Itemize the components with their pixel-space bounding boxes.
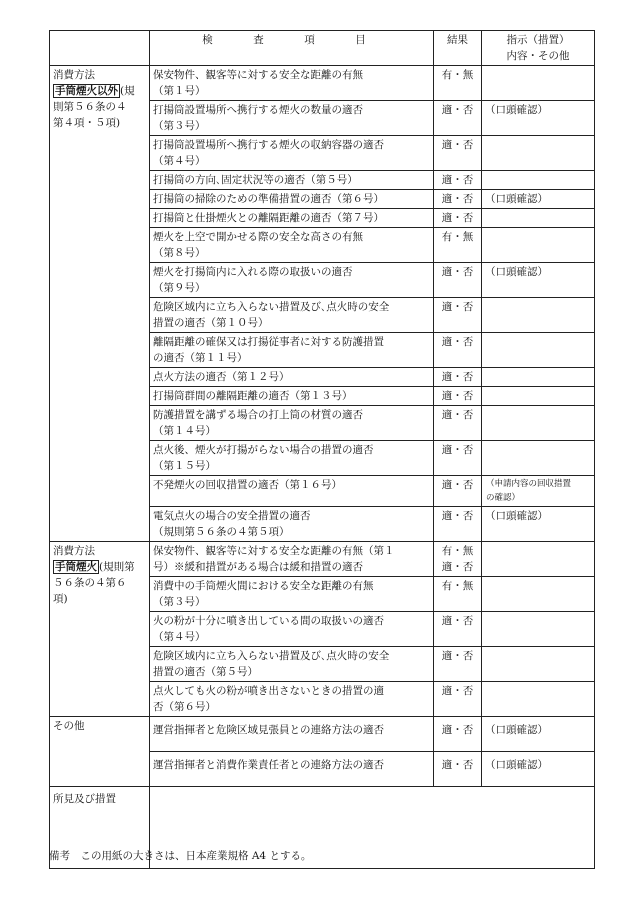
- category-line2-rest: (規則第: [99, 561, 135, 573]
- inspection-form-table: [49, 30, 595, 869]
- result-cell: [434, 647, 482, 682]
- result-cell: [434, 682, 482, 717]
- result-choice[interactable]: 適・否: [441, 174, 474, 186]
- instruction-cell[interactable]: [482, 717, 595, 752]
- instruction-cell[interactable]: [482, 406, 595, 441]
- result-choice[interactable]: 適・否: [441, 212, 474, 224]
- inspection-item: [150, 476, 434, 507]
- item-text-cont: （第３号）: [153, 120, 206, 132]
- result-choice[interactable]: 適・否: [441, 193, 474, 205]
- remark-note: 備考 この用紙の大きさは、日本産業規格 A4 とする。: [49, 850, 312, 862]
- result-choice[interactable]: 適・否: [441, 510, 474, 522]
- instruction-note: （申請内容の回収措置: [486, 479, 572, 489]
- instruction-cell[interactable]: [482, 298, 595, 333]
- instruction-cell[interactable]: [482, 209, 595, 228]
- result-choice[interactable]: 適・否: [441, 479, 474, 491]
- item-text-cont: （第１４号）: [153, 425, 216, 437]
- instruction-cell[interactable]: [482, 368, 595, 387]
- header-category-cell: [50, 31, 150, 66]
- item-text: 打揚筒設置場所へ携行する煙火の数量の適否: [153, 104, 363, 116]
- instruction-cell[interactable]: [482, 136, 595, 171]
- instruction-note: （口頭確認）: [485, 510, 548, 522]
- header-instruction-line1: 指示（措置）: [506, 34, 570, 46]
- result-cell: [434, 507, 482, 542]
- table-row: [50, 542, 595, 577]
- result-cell: [434, 612, 482, 647]
- instruction-cell[interactable]: [482, 190, 595, 209]
- inspection-item: [150, 441, 434, 476]
- instruction-note: （口頭確認）: [485, 104, 548, 116]
- item-text: 危険区域内に立ち入らない措置及び､点火時の安全: [153, 301, 390, 313]
- item-text: 点火後、煙火が打揚がらない場合の措置の適否: [153, 444, 374, 456]
- inspection-item: [150, 542, 434, 577]
- result-cell: [434, 542, 482, 577]
- header-row: [50, 31, 595, 66]
- result-choice[interactable]: 適・否: [441, 724, 474, 736]
- inspection-item: [150, 136, 434, 171]
- result-cell: [434, 298, 482, 333]
- category-line1: 消費方法: [53, 545, 95, 557]
- inspection-item: [150, 228, 434, 263]
- item-text-cont: （第４号）: [153, 155, 206, 167]
- category-cell: [50, 66, 150, 542]
- result-cell: [434, 441, 482, 476]
- result-choice[interactable]: 適・否: [441, 336, 474, 348]
- instruction-cell[interactable]: [482, 228, 595, 263]
- findings-label: 所見及び措置: [50, 787, 150, 869]
- result-choice[interactable]: 有・無: [441, 231, 474, 243]
- result-choice[interactable]: 適・否: [441, 615, 474, 627]
- table-row: [50, 66, 595, 101]
- inspection-item: [150, 171, 434, 190]
- inspection-item: [150, 682, 434, 717]
- result-cell: [434, 263, 482, 298]
- inspection-item: [150, 209, 434, 228]
- inspection-item: [150, 647, 434, 682]
- inspection-item: [150, 333, 434, 368]
- item-text-cont: （規則第５６条の４第５項）: [153, 526, 290, 538]
- result-cell: [434, 66, 482, 101]
- result-choice[interactable]: 有・無: [441, 580, 474, 592]
- result-cell: [434, 190, 482, 209]
- result-cell: [434, 476, 482, 507]
- result-choice-2[interactable]: 適・否: [441, 561, 474, 573]
- instruction-cell[interactable]: [482, 542, 595, 577]
- item-text: 打揚筒の方向､固定状況等の適否（第５号）: [153, 174, 358, 186]
- item-text: 打揚筒群間の離隔距離の適否（第１３号）: [153, 390, 353, 402]
- inspection-item: [150, 190, 434, 209]
- inspection-item: [150, 577, 434, 612]
- result-cell: [434, 406, 482, 441]
- item-text: 離隔距離の確保又は打揚従事者に対する防護措置: [153, 336, 384, 348]
- header-instruction: [482, 31, 595, 66]
- result-choice[interactable]: 適・否: [441, 266, 474, 278]
- instruction-cell[interactable]: [482, 647, 595, 682]
- item-text-cont: 否（第６号）: [153, 701, 216, 713]
- instruction-cell[interactable]: [482, 577, 595, 612]
- inspection-item: [150, 507, 434, 542]
- instruction-note: （口頭確認）: [485, 266, 548, 278]
- instruction-cell[interactable]: [482, 66, 595, 101]
- item-text-cont: （第４号）: [153, 631, 206, 643]
- item-text-cont: （第３号）: [153, 596, 206, 608]
- item-text-cont: （第８号）: [153, 247, 206, 259]
- instruction-note: （口頭確認）: [485, 193, 548, 205]
- inspection-item: [150, 752, 434, 787]
- result-cell: [434, 209, 482, 228]
- table-row: [50, 717, 595, 752]
- inspection-item: [150, 717, 434, 752]
- instruction-cell[interactable]: [482, 333, 595, 368]
- instruction-note: （口頭確認）: [485, 759, 548, 771]
- instruction-cell[interactable]: [482, 612, 595, 647]
- item-text-cont: （第１５号）: [153, 460, 216, 472]
- item-text: 煙火を打揚筒内に入れる際の取扱いの適否: [153, 266, 353, 278]
- instruction-cell[interactable]: [482, 171, 595, 190]
- header-result: 結果: [434, 31, 482, 66]
- item-text: 危険区域内に立ち入らない措置及び､点火時の安全: [153, 650, 390, 662]
- item-text: 消費中の手筒煙火間における安全な距離の有無: [153, 580, 374, 592]
- inspection-item: [150, 298, 434, 333]
- item-text-cont: 号）※緩和措置がある場合は緩和措置の適否: [153, 561, 363, 573]
- instruction-cell[interactable]: [482, 387, 595, 406]
- category-cell: [50, 542, 150, 717]
- result-cell: [434, 752, 482, 787]
- result-choice[interactable]: 適・否: [441, 409, 474, 421]
- item-text: 電気点火の場合の安全措置の適否: [153, 510, 311, 522]
- instruction-cell[interactable]: [482, 507, 595, 542]
- inspection-item: [150, 387, 434, 406]
- form-body: [50, 66, 595, 869]
- result-choice[interactable]: 適・否: [441, 390, 474, 402]
- category-boxed-label: 手筒煙火以外: [55, 85, 118, 97]
- result-choice[interactable]: 適・否: [441, 759, 474, 771]
- category-line3: ５６条の４第６: [53, 577, 127, 589]
- result-choice[interactable]: 適・否: [441, 301, 474, 313]
- instruction-cell[interactable]: [482, 476, 595, 507]
- result-choice[interactable]: 有・無: [441, 545, 474, 557]
- item-text: 運営指揮者と消費作業責任者との連絡方法の適否: [153, 759, 384, 771]
- header-instruction-line2: 内容・その他: [506, 50, 570, 62]
- instruction-cell[interactable]: [482, 441, 595, 476]
- inspection-item: [150, 101, 434, 136]
- result-cell: [434, 368, 482, 387]
- result-choice[interactable]: 有・無: [441, 69, 474, 81]
- result-cell: [434, 717, 482, 752]
- result-cell: [434, 333, 482, 368]
- item-text: 打揚筒設置場所へ携行する煙火の収納容器の適否: [153, 139, 384, 151]
- category-boxed-label: 手筒煙火: [55, 561, 97, 573]
- category-line3: 則第５６条の４: [53, 101, 127, 113]
- item-text-cont: （第９号）: [153, 282, 206, 294]
- category-cell-other: その他: [50, 717, 150, 787]
- result-cell: [434, 577, 482, 612]
- item-text: 打揚筒の掃除のための準備措置の適否（第６号）: [153, 193, 384, 205]
- result-choice[interactable]: 適・否: [441, 104, 474, 116]
- category-line4: 第４項・５項): [53, 117, 121, 129]
- instruction-cell[interactable]: [482, 101, 595, 136]
- instruction-cell[interactable]: [482, 752, 595, 787]
- inspection-item: [150, 263, 434, 298]
- item-text-cont: 措置の適否（第１０号）: [153, 317, 269, 329]
- item-text: 火の粉が十分に噴き出している間の取扱いの適否: [153, 615, 384, 627]
- item-text: 点火しても火の粉が噴き出さないときの措置の適: [153, 685, 384, 697]
- item-text: 保安物件、観客等に対する安全な距離の有無: [153, 69, 363, 81]
- inspection-item: [150, 612, 434, 647]
- item-text-cont: 措置の適否（第５号）: [153, 666, 258, 678]
- inspection-item: [150, 368, 434, 387]
- result-choice[interactable]: 適・否: [441, 139, 474, 151]
- item-text: 煙火を上空で開かせる際の安全な高さの有無: [153, 231, 363, 243]
- category-line4: 項): [53, 593, 68, 605]
- result-cell: [434, 136, 482, 171]
- result-choice[interactable]: 適・否: [441, 371, 474, 383]
- result-choice[interactable]: 適・否: [441, 444, 474, 456]
- item-text: 点火方法の適否（第１２号）: [153, 371, 290, 383]
- category-line2-rest: (規: [120, 85, 135, 97]
- category-line1: 消費方法: [53, 69, 95, 81]
- result-choice[interactable]: 適・否: [441, 650, 474, 662]
- instruction-note: （口頭確認）: [485, 724, 548, 736]
- instruction-cell[interactable]: [482, 682, 595, 717]
- item-text: 不発煙火の回収措置の適否（第１６号）: [153, 479, 342, 491]
- item-text: 保安物件、観客等に対する安全な距離の有無（第１: [153, 545, 395, 557]
- item-text-cont: （第１号）: [153, 85, 206, 97]
- result-cell: [434, 171, 482, 190]
- inspection-item: [150, 66, 434, 101]
- item-text-cont: の適否（第１１号）: [153, 352, 248, 364]
- instruction-note-cont: の確認）: [486, 493, 521, 503]
- inspection-item: [150, 406, 434, 441]
- item-text: 打揚筒と仕掛煙火との離隔距離の適否（第７号）: [153, 212, 384, 224]
- result-cell: [434, 101, 482, 136]
- result-cell: [434, 387, 482, 406]
- header-item: 検 査 項 目: [150, 31, 434, 66]
- item-text: 運営指揮者と危険区域見張員との連絡方法の適否: [153, 724, 384, 736]
- result-choice[interactable]: 適・否: [441, 685, 474, 697]
- instruction-cell[interactable]: [482, 263, 595, 298]
- result-cell: [434, 228, 482, 263]
- item-text: 防護措置を講ずる場合の打上筒の材質の適否: [153, 409, 363, 421]
